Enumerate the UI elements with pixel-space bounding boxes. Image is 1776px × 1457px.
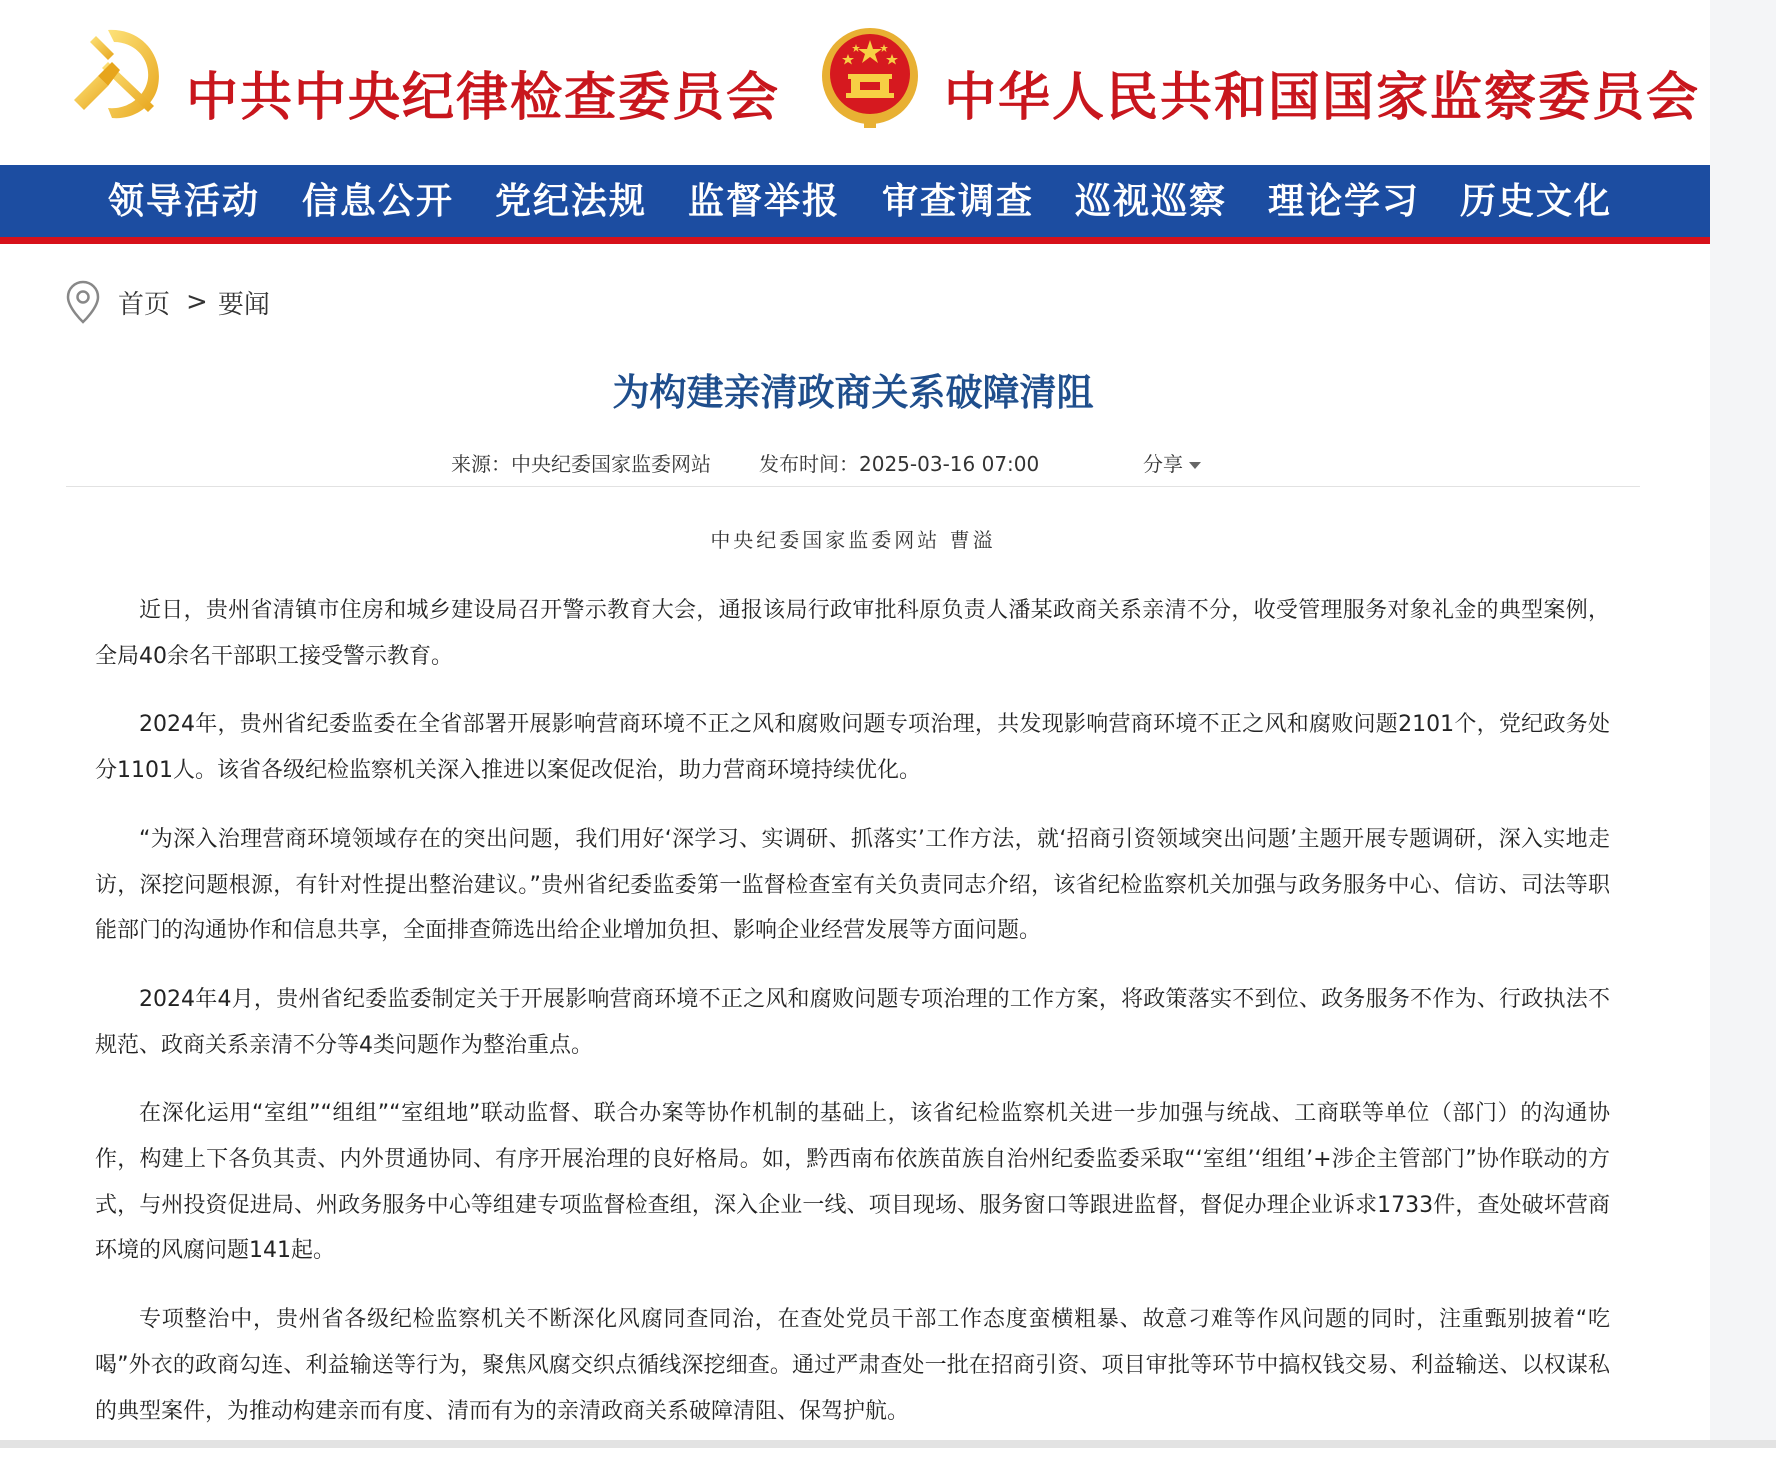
article-source: 来源：中央纪委国家监委网站	[451, 452, 711, 476]
publish-time-value: 2025-03-16 07:00	[859, 452, 1040, 476]
nav-item-investigation[interactable]: 审查调查	[882, 180, 1035, 222]
article-publish-time	[759, 448, 1039, 477]
page-side-margin	[1710, 0, 1776, 1448]
nav-item-regulations[interactable]: 党纪法规	[495, 180, 648, 222]
nav-item-inspection[interactable]: 巡视巡察	[1075, 180, 1228, 222]
article-paragraph: 近日，贵州省清镇市住房和城乡建设局召开警示教育大会，通报该局行政审批科原负责人潘某政商关系亲清不分，收受管理服务对象礼金的典型案例，全局40余名干部职工接受警示教育。	[95, 598, 1610, 669]
breadcrumb-separator: >	[186, 287, 208, 317]
article-title: 为构建亲清政商关系破障清阻	[612, 371, 1094, 414]
main-nav	[0, 165, 1710, 244]
article-paragraph: 2024年4月，贵州省纪委监委制定关于开展影响营商环境不正之风和腐败问题专项治理的工作方案，将政策落实不到位、政务服务不作为、行政执法不规范、政商关系亲清不分等4类问题作为整治重点。	[95, 986, 1610, 1058]
publish-time-label: 发布时间：	[759, 452, 859, 476]
nav-item-info-disclosure[interactable]: 信息公开	[302, 180, 455, 222]
horizontal-scrollbar[interactable]	[0, 1440, 1776, 1448]
location-pin-icon	[66, 280, 100, 324]
site-header	[0, 0, 1776, 165]
article-body	[95, 588, 1610, 1457]
cpc-ccdi-title[interactable]: 中共中央纪律检查委员会	[186, 67, 781, 128]
article-paragraph: 在深化运用“室组”“组组”“室组地”联动监督、联合办案等协作机制的基础上，该省纪检监察机关进一步加强与统战、工商联等单位（部门）的沟通协作，构建上下各负其责、内外贯通协同、有序开展治理的良好格局。如，黔西南布依族苗族自治州纪委监委采取“‘室组’‘组组’+涉企主管部门”协作联动的方式，与州投资促进局、州政务服务中心等组建专项监督检查组，深入企业一线、项目现场、服务窗口等跟进监督，督促办理企业诉求1733件，查处破坏营商环境的风腐问题141起。	[95, 1101, 1610, 1264]
article-paragraph: 2024年，贵州省纪委监委在全省部署开展影响营商环境不正之风和腐败问题专项治理，共发现影响营商环境不正之风和腐败问题2101个，党纪政务处分1101人。该省各级纪检监察机关深入推进以案促改促治，助力营商环境持续优化。	[95, 712, 1610, 784]
article-author: 中央纪委国家监委网站 曹溢	[710, 528, 996, 552]
nav-item-leadership[interactable]: 领导活动	[108, 180, 261, 222]
nsc-title[interactable]: 中华人民共和国国家监察委员会	[944, 67, 1701, 128]
share-button[interactable]	[1143, 448, 1201, 477]
breadcrumb	[66, 280, 270, 324]
breadcrumb-current-link[interactable]: 要闻	[217, 289, 270, 320]
nav-item-theory-study[interactable]: 理论学习	[1268, 180, 1421, 222]
national-emblem-icon[interactable]	[820, 26, 920, 130]
meta-divider	[66, 486, 1640, 487]
nav-item-supervision-report[interactable]: 监督举报	[688, 180, 841, 222]
article-meta	[66, 444, 1640, 478]
party-emblem-icon[interactable]	[68, 22, 168, 122]
share-label: 分享	[1143, 452, 1183, 476]
article-paragraph: 专项整治中，贵州省各级纪检监察机关不断深化风腐同查同治，在查处党员干部工作态度蛮横粗暴、故意刁难等作风问题的同时，注重甄别披着“吃喝”外衣的政商勾连、利益输送等行为，聚焦风腐交织点循线深挖细查。通过严肃查处一批在招商引资、项目审批等环节中搞权钱交易、利益输送、以权谋私的典型案件，为推动构建亲而有度、清而有为的亲清政商关系破障清阻、保驾护航。	[95, 1307, 1610, 1424]
caret-down-icon	[1189, 462, 1201, 469]
breadcrumb-home-link[interactable]: 首页	[118, 289, 171, 320]
nav-item-history-culture[interactable]: 历史文化	[1460, 180, 1613, 222]
article-paragraph: “为深入治理营商环境领域存在的突出问题，我们用好‘深学习、实调研、抓落实’工作方法，就‘招商引资领域突出问题’主题开展专题调研，深入实地走访，深挖问题根源，有针对性提出整治建议。”贵州省纪委监委第一监督检查室有关负责同志介绍，该省纪检监察机关加强与政务服务中心、信访、司法等职能部门的沟通协作和信息共享，全面排查筛选出给企业增加负担、影响企业经营发展等方面问题。	[95, 826, 1610, 944]
